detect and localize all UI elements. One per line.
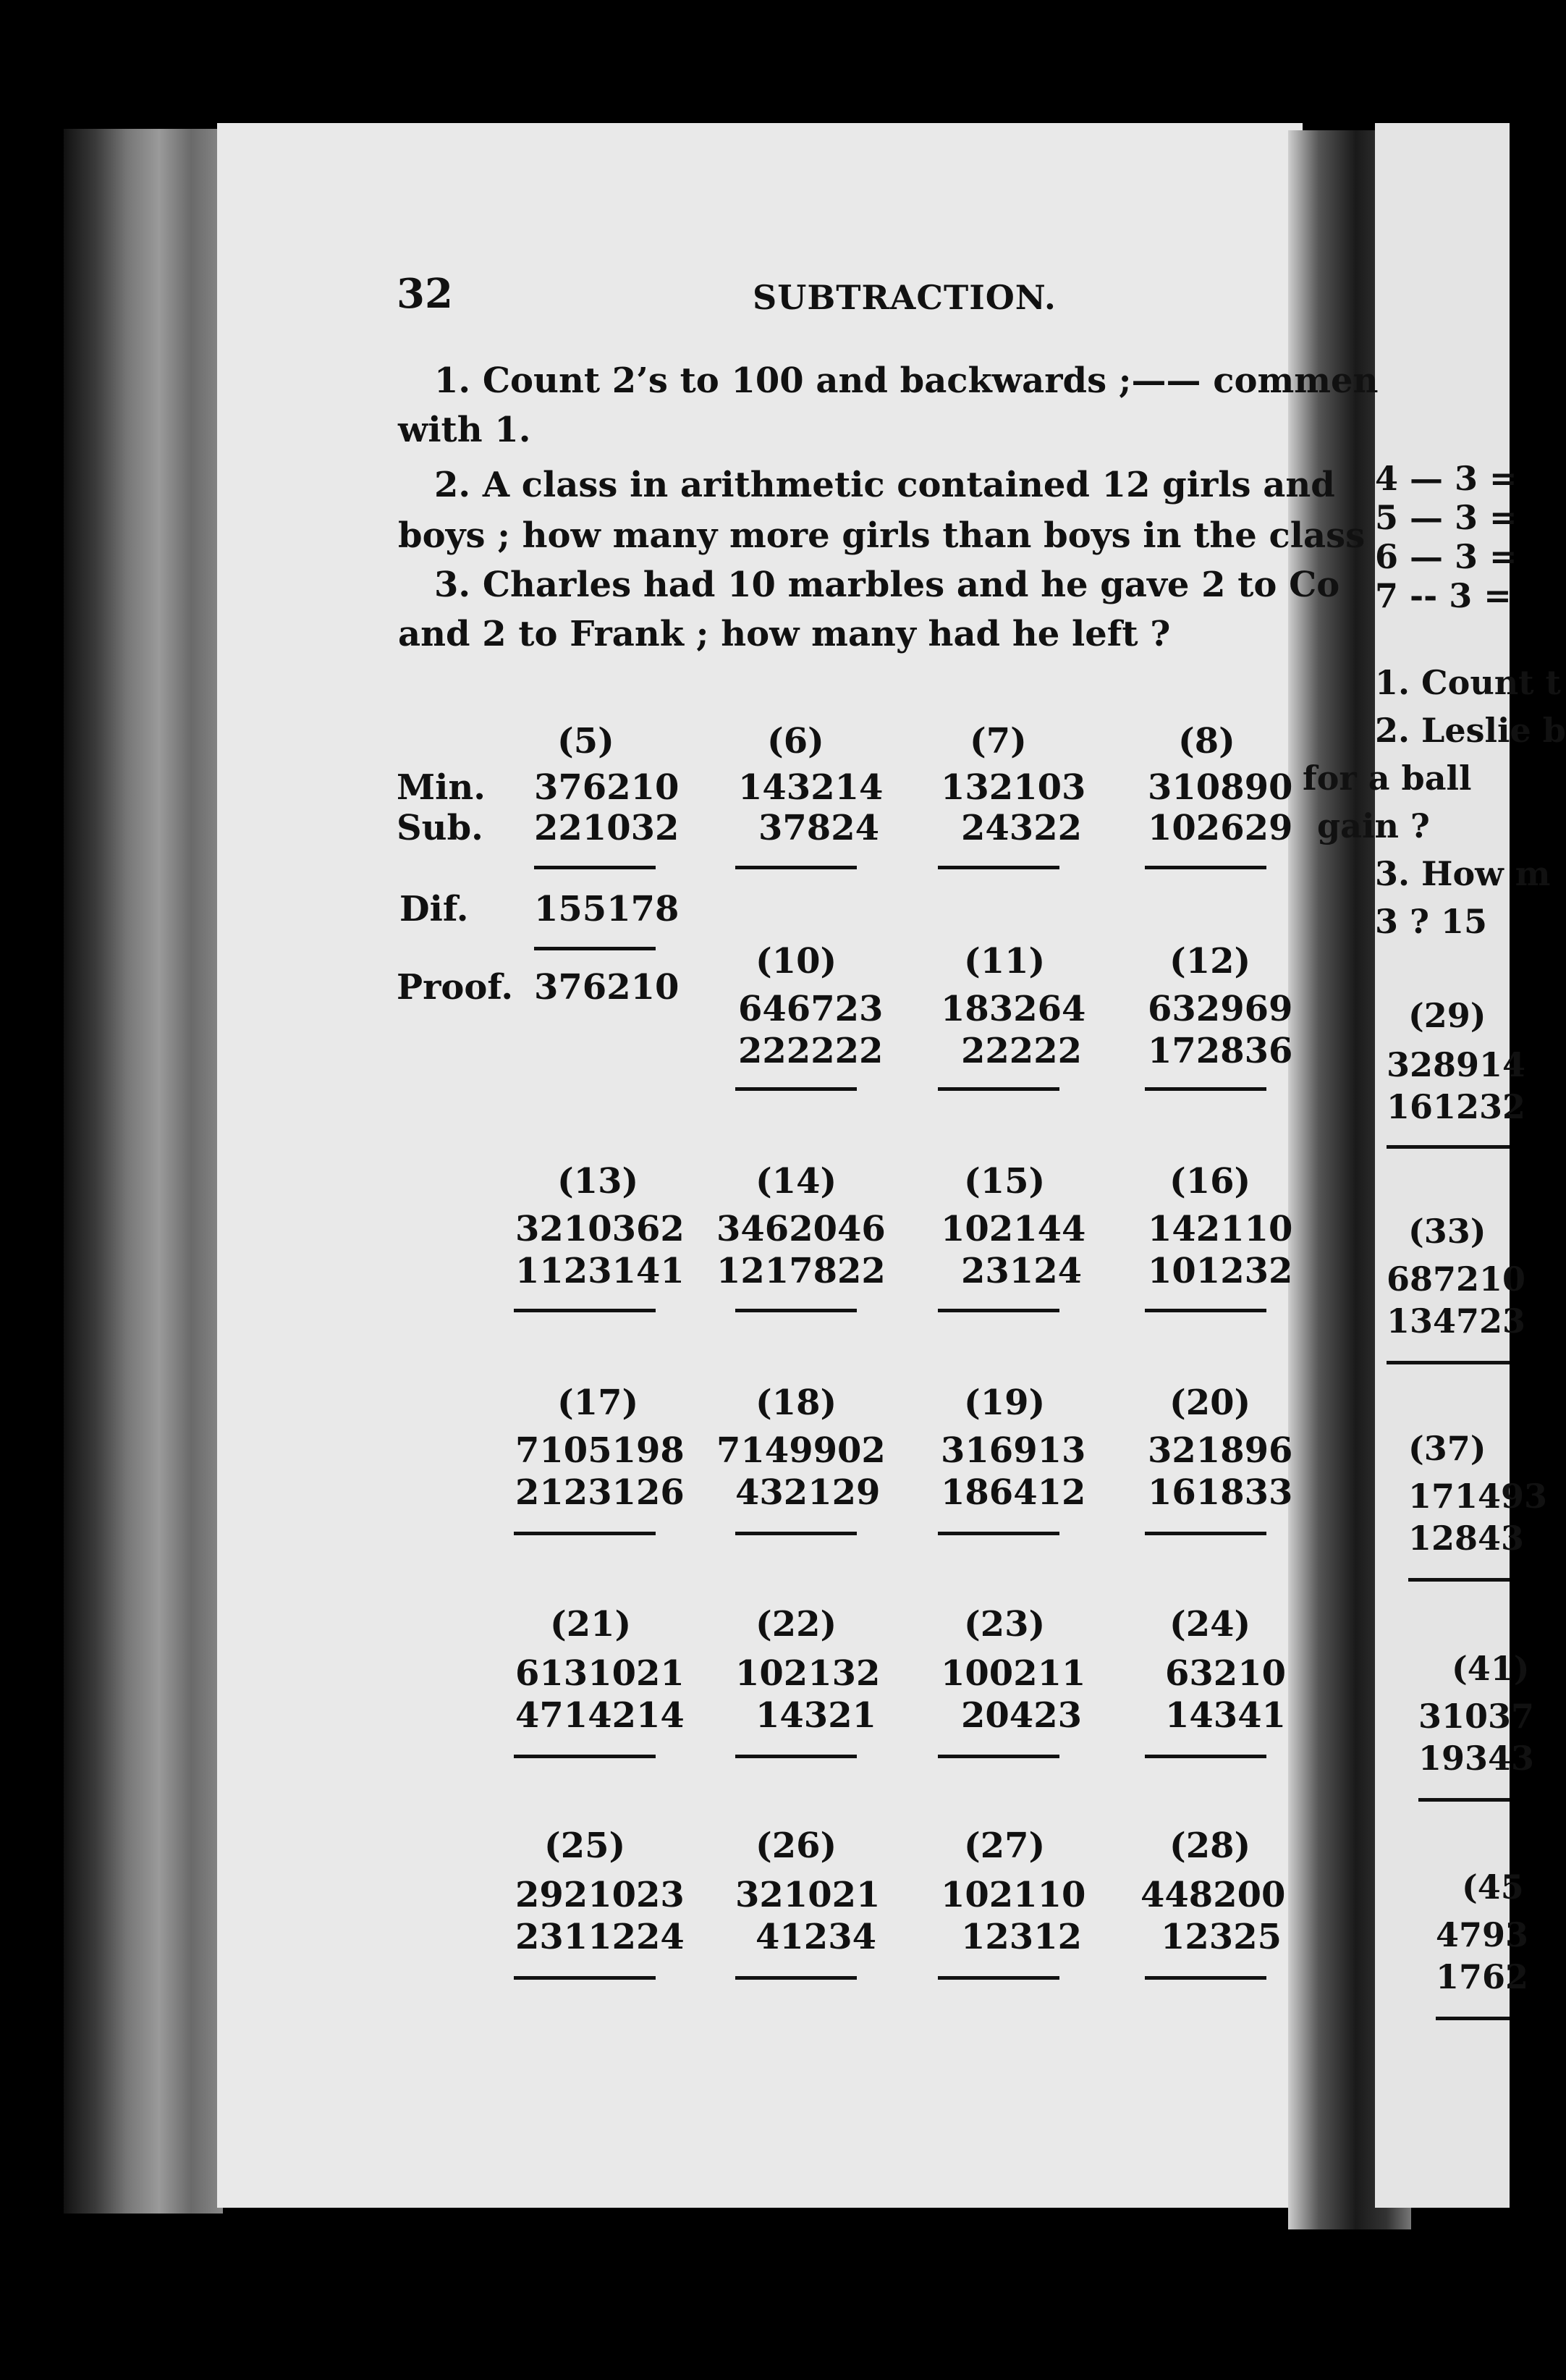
problem-3-line-2: and 2 to Frank ; how many had he left ? [398, 614, 1171, 654]
right-page-rule [1418, 1798, 1510, 1802]
exercise-number: (26) [756, 1826, 837, 1866]
problem-2-line-2: boys ; how many more girls than boys in the class [398, 515, 1366, 556]
exercise-minuend: 7149902 [716, 1430, 886, 1471]
example-subtrahend: 221032 [534, 808, 680, 848]
exercise-number: (19) [964, 1383, 1046, 1423]
exercise-subtrahend: 20423 [961, 1695, 1082, 1736]
problem-1-line-1: 1. Count 2’s to 100 and backwards ;—— commen [434, 360, 1379, 401]
right-page-text [1303, 123, 1566, 2208]
exercise-rule [735, 1087, 857, 1091]
example-minuend: 376210 [534, 767, 680, 808]
exercise-number: (16) [1169, 1161, 1251, 1202]
exercise-subtrahend: 14321 [756, 1695, 876, 1736]
exercise-rule [1145, 866, 1266, 869]
right-page-line: 328914 [1387, 1045, 1526, 1084]
right-page-line: gain ? [1317, 806, 1430, 845]
exercise-number: (8) [1178, 721, 1235, 761]
exercise-rule [1145, 1087, 1266, 1091]
exercise-minuend: 646723 [738, 989, 884, 1029]
exercise-minuend: 321021 [735, 1875, 881, 1915]
right-page-line: 1762 [1436, 1957, 1529, 1996]
label-min: Min. [397, 767, 486, 808]
right-page-rule [1387, 1145, 1510, 1149]
exercise-number: (15) [964, 1161, 1046, 1202]
exercise-minuend: 102110 [941, 1875, 1086, 1915]
exercise-subtrahend: 186412 [941, 1472, 1086, 1513]
exercise-number: (7) [970, 721, 1027, 761]
exercise-rule [938, 1976, 1059, 1980]
exercise-minuend: 63210 [1165, 1653, 1286, 1694]
exercise-minuend: 632969 [1148, 989, 1293, 1029]
exercise-subtrahend: 102629 [1148, 808, 1293, 848]
right-page-line: 134723 [1387, 1301, 1526, 1341]
exercise-subtrahend: 24322 [961, 808, 1082, 848]
exercise-minuend: 143214 [738, 767, 884, 808]
right-page-line: for a ball [1303, 759, 1472, 798]
exercise-rule [938, 1755, 1059, 1758]
exercise-minuend: 102144 [941, 1209, 1086, 1249]
exercise-minuend: 100211 [941, 1653, 1086, 1694]
exercise-subtrahend: 12325 [1161, 1917, 1282, 1957]
right-page-rule [1408, 1578, 1510, 1582]
exercise-number: (12) [1169, 941, 1251, 982]
right-page-rule [1387, 1361, 1510, 1364]
exercise-number: (10) [756, 941, 837, 982]
exercise-number: (22) [756, 1604, 837, 1645]
exercise-subtrahend: 12312 [961, 1917, 1082, 1957]
exercise-rule [735, 1755, 857, 1758]
exercise-minuend: 183264 [941, 989, 1086, 1029]
exercise-number: (14) [756, 1161, 837, 1202]
exercise-rule [735, 1976, 857, 1980]
exercise-subtrahend: 161833 [1148, 1472, 1293, 1513]
exercise-subtrahend: 222222 [738, 1031, 884, 1071]
example-proof: 376210 [534, 967, 680, 1008]
right-page-line: 4 — 3 = [1375, 459, 1518, 498]
right-page-line: 1. Count t [1375, 663, 1561, 702]
exercise-rule [938, 1087, 1059, 1091]
exercise-number: (25) [544, 1826, 626, 1866]
example-rule-2 [534, 947, 656, 950]
right-page-line: (33) [1408, 1212, 1486, 1251]
right-page-line: 687210 [1387, 1259, 1526, 1299]
exercise-rule [1145, 1532, 1266, 1535]
exercise-number: (18) [756, 1383, 837, 1423]
exercise-number: (17) [557, 1383, 639, 1423]
exercise-rule [1145, 1976, 1266, 1980]
problem-2-line-1: 2. A class in arithmetic contained 12 girls and [434, 465, 1335, 505]
right-page-line: (37) [1408, 1429, 1486, 1468]
exercise-subtrahend: 41234 [756, 1917, 876, 1957]
exercise-subtrahend: 14341 [1165, 1695, 1286, 1736]
right-page-line: 171493 [1408, 1477, 1548, 1516]
exercise-subtrahend: 4714214 [515, 1695, 685, 1736]
exercise-minuend: 2921023 [515, 1875, 685, 1915]
exercise-rule [514, 1309, 656, 1312]
right-page-line: 7 -- 3 = [1375, 576, 1512, 615]
exercise-subtrahend: 1217822 [716, 1251, 886, 1291]
exercise-subtrahend: 172836 [1148, 1031, 1293, 1071]
exercise-number: (21) [550, 1604, 632, 1645]
exercise-rule [938, 1532, 1059, 1535]
exercise-number: (13) [557, 1161, 639, 1202]
exercise-subtrahend: 2311224 [515, 1917, 685, 1957]
exercise-minuend: 316913 [941, 1430, 1086, 1471]
exercise-subtrahend: 2123126 [515, 1472, 685, 1513]
page-edge [64, 129, 223, 2214]
right-page-line: 5 — 3 = [1375, 498, 1518, 537]
right-page-line: 2. Leslie b [1375, 711, 1566, 750]
exercise-rule [735, 1309, 857, 1312]
exercise-subtrahend: 22222 [961, 1031, 1082, 1071]
right-page-line: 6 — 3 = [1375, 537, 1518, 576]
exercise-number: (24) [1169, 1604, 1251, 1645]
example-rule-1 [534, 866, 656, 869]
exercise-number: (28) [1169, 1826, 1251, 1866]
exercise-minuend: 3462046 [716, 1209, 886, 1249]
exercise-minuend: 3210362 [515, 1209, 685, 1249]
right-page-line: (41) [1452, 1649, 1530, 1688]
exercise-rule [514, 1755, 656, 1758]
right-page-line: (45 [1462, 1868, 1524, 1907]
label-sub: Sub. [397, 808, 483, 848]
exercise-subtrahend: 101232 [1148, 1251, 1293, 1291]
example-number: (5) [557, 721, 614, 761]
right-page-line: 3. How m [1375, 854, 1551, 893]
example-difference: 155178 [534, 889, 680, 929]
exercise-subtrahend: 37824 [758, 808, 879, 848]
right-page-line: 31037 [1418, 1697, 1535, 1736]
exercise-rule [938, 1309, 1059, 1312]
exercise-minuend: 6131021 [515, 1653, 685, 1694]
exercise-subtrahend: 1123141 [515, 1251, 685, 1291]
right-page-rule [1436, 2017, 1510, 2020]
problem-1-line-2: with 1. [398, 410, 531, 450]
exercise-minuend: 142110 [1148, 1209, 1293, 1249]
exercise-subtrahend: 23124 [961, 1251, 1082, 1291]
right-page-line: 4793 [1436, 1915, 1529, 1954]
right-page-line: 3 ? 15 [1375, 902, 1488, 941]
exercise-rule [1145, 1755, 1266, 1758]
label-dif: Dif. [399, 889, 469, 929]
exercise-minuend: 132103 [941, 767, 1086, 808]
exercise-minuend: 102132 [735, 1653, 881, 1694]
exercise-number: (6) [767, 721, 824, 761]
exercise-number: (27) [964, 1826, 1046, 1866]
problem-3-line-1: 3. Charles had 10 marbles and he gave 2 to Co [434, 565, 1340, 605]
right-page-line: 19343 [1418, 1739, 1535, 1778]
exercise-number: (23) [964, 1604, 1046, 1645]
right-page-line: 161232 [1387, 1087, 1526, 1126]
exercise-minuend: 7105198 [515, 1430, 685, 1471]
exercise-subtrahend: 432129 [735, 1472, 881, 1513]
exercise-rule [735, 866, 857, 869]
exercise-minuend: 321896 [1148, 1430, 1293, 1471]
right-page-line: (29) [1408, 996, 1486, 1035]
label-proof: Proof. [397, 967, 514, 1008]
exercise-rule [938, 866, 1059, 869]
exercise-minuend: 448200 [1140, 1875, 1286, 1915]
right-page-line: 12843 [1408, 1519, 1525, 1558]
page-header: SUBTRACTION. [753, 278, 1057, 317]
exercise-rule [1145, 1309, 1266, 1312]
exercise-number: (20) [1169, 1383, 1251, 1423]
exercise-number: (11) [964, 941, 1046, 982]
exercise-minuend: 310890 [1148, 767, 1293, 808]
exercise-rule [514, 1976, 656, 1980]
exercise-rule [514, 1532, 656, 1535]
exercise-rule [735, 1532, 857, 1535]
page-number: 32 [397, 270, 453, 318]
